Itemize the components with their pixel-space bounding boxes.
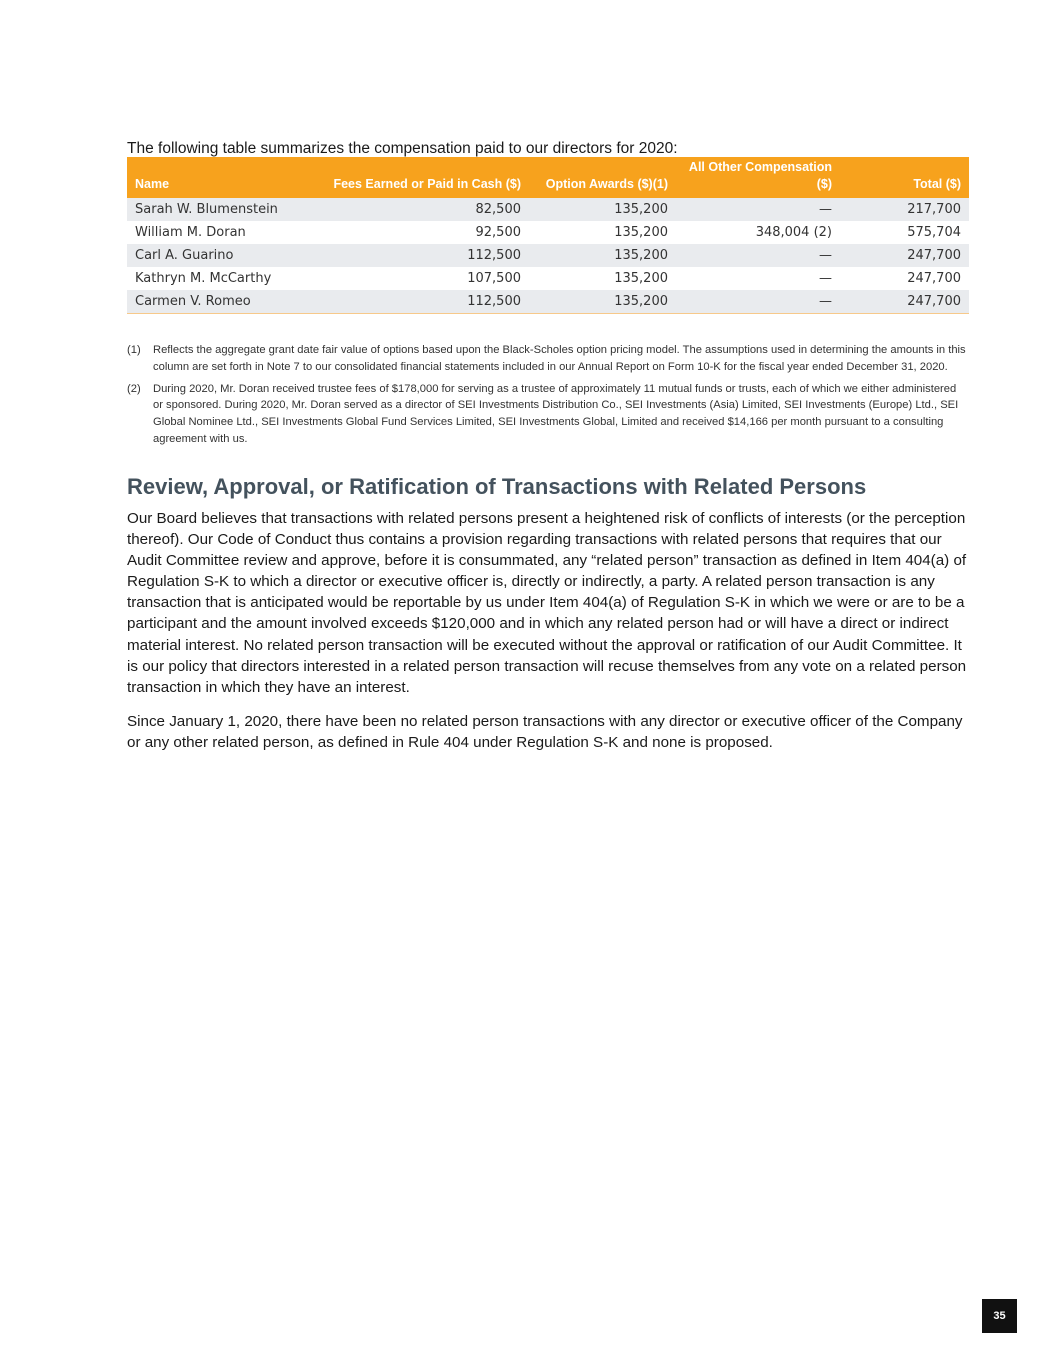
footnote-marker: (2) (127, 382, 141, 395)
column-header: Name (135, 177, 170, 191)
footnote (127, 342, 969, 376)
section-heading: Review, Approval, or Ratification of Transactions with Related Persons (127, 474, 867, 499)
total-cell: 575,704 (907, 225, 961, 240)
table-row (127, 221, 969, 244)
footnote (127, 381, 969, 448)
table-row (127, 198, 969, 221)
body-paragraph: Since January 1, 2020, there have been no related person transactions with any director or executive officer of the Company or any other related person, as defined in Rule 404 under Regulation S-K and none is proposed. (127, 713, 963, 752)
option-awards-cell: 135,200 (614, 202, 668, 217)
other-compensation-cell: — (819, 202, 832, 217)
option-awards-cell: 135,200 (614, 225, 668, 240)
fees-cell: 112,500 (467, 248, 521, 263)
other-compensation-cell: — (676, 290, 840, 314)
other-compensation-cell: — (819, 271, 832, 286)
page-number: 35 (982, 1299, 1017, 1333)
total-cell: 247,700 (907, 248, 961, 263)
table-row (127, 267, 969, 290)
footnote-text: During 2020, Mr. Doran received trustee fees of $178,000 for serving as a trustee of approximately 11 mutual funds or trusts, each of which we either administered or sponsored. During 2020, Mr. Doran served as a director of SEI Investments Distribution Co., SEI Investments (Asia) Limited, SEI Investments (Europe) Ltd., SEI Global Nominee Ltd., SEI Investments Global Fund Services Limited, SEI Investments Global, Limited and received $14,166 per month pursuant to a consulting agreement with us. (153, 382, 959, 445)
fees-cell: 92,500 (475, 225, 521, 240)
director-name: Carmen V. Romeo (127, 290, 313, 314)
column-header: Option Awards ($)(1) (545, 177, 668, 191)
table-header-row (127, 157, 969, 198)
total-cell: 247,700 (907, 271, 961, 286)
footnote-marker: (1) (127, 344, 141, 356)
total-cell: 247,700 (840, 290, 969, 314)
director-name: William M. Doran (135, 225, 246, 240)
total-cell: 217,700 (907, 202, 961, 217)
director-compensation-table (127, 157, 969, 314)
table-row (127, 290, 969, 314)
body-paragraph: Our Board believes that transactions with related persons present a heightened risk of conflicts of interests (or the perception thereof). Our Code of Conduct thus contains a provision regarding transactions with related persons that requires that our Audit Committee review and approve, before it is consummated, any “related person” transaction as defined in Item 404(a) of Regulation S-K to which a director or executive officer is, directly or indirectly, a party. A related person transaction is any transaction that is anticipated would be reportable by us under Item 404(a) of Regulation S-K in which we were or are to be a participant and the amount involved exceeds $120,000 and in which any related person had or will have a direct or indirect material interest. No related person transaction will be executed without the approval or ratification of our Audit Committee. It is our policy that directors interested in a related person transaction will recuse themselves from any vote on a related person transaction in which they have an interest. (127, 510, 967, 696)
option-awards-cell: 135,200 (529, 290, 676, 314)
footnotes (127, 342, 969, 453)
column-header: Fees Earned or Paid in Cash ($) (333, 177, 521, 191)
table-row (127, 244, 969, 267)
director-name: Sarah W. Blumenstein (135, 202, 278, 217)
director-name: Kathryn M. McCarthy (135, 271, 272, 286)
other-compensation-cell: 348,004 (2) (755, 225, 832, 240)
footnote-text: Reflects the aggregate grant date fair value of options based upon the Black-Scholes option pricing model. The assumptions used in determining the amounts in this column are set forth in Note 7 to our consolidated financial statements included in our Annual Report on Form 10-K for the fiscal year ended December 31, 2020. (153, 344, 966, 373)
table-intro: The following table summarizes the compensation paid to our directors for 2020: (127, 139, 678, 157)
option-awards-cell: 135,200 (614, 271, 668, 286)
director-name: Carl A. Guarino (135, 248, 234, 263)
fees-cell: 107,500 (467, 271, 521, 286)
other-compensation-cell: — (819, 248, 832, 263)
fees-cell: 112,500 (313, 290, 529, 314)
column-header: All Other Compensation ($) (688, 160, 832, 191)
fees-cell: 82,500 (475, 202, 521, 217)
option-awards-cell: 135,200 (614, 248, 668, 263)
column-header: Total ($) (913, 177, 961, 191)
